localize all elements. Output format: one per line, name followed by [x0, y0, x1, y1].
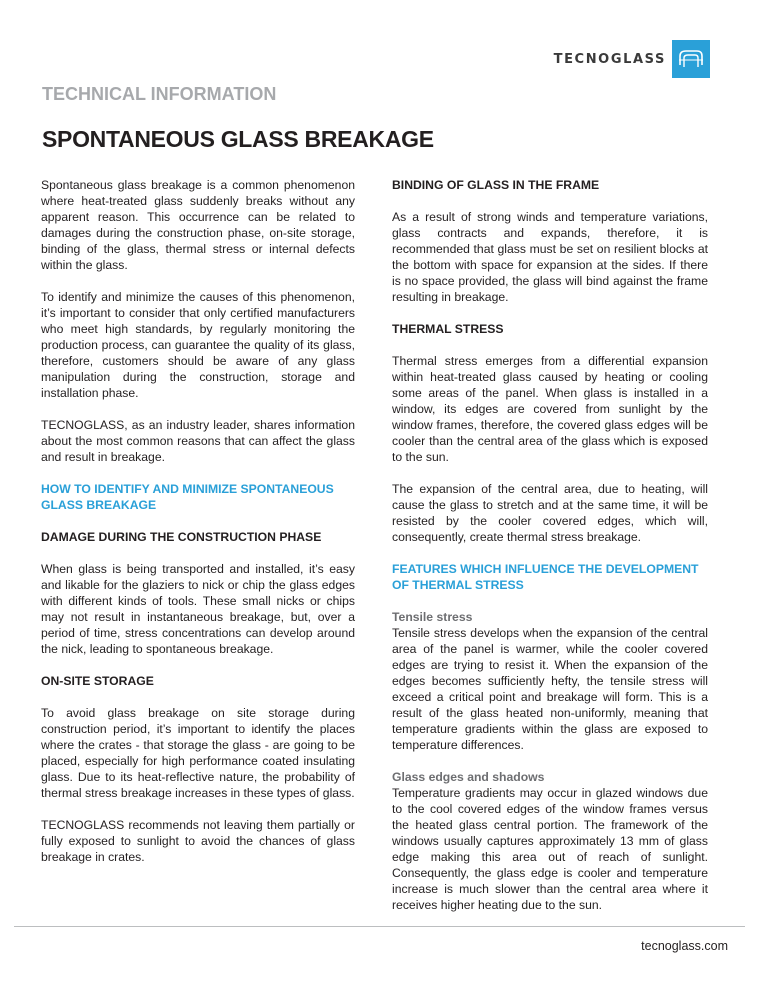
edges-paragraph: Temperature gradients may occur in glazed windows due to the cool covered edges of the window frames versus the heated glass central portion. The framework of the windows usually captures approximately 13 mm of glass edge making this area out of reach of sunlight. Consequently, the glass edge is cooler and temperature increase is much slower than the central area where it receives higher heating due to the sun. [392, 786, 708, 912]
edges-heading: Glass edges and shadows [392, 770, 545, 784]
intro-paragraph-2: To identify and minimize the causes of this phenomenon, it’s important to consider that only certified manufacturers who meet high standards, by regularly monitoring the production process, can guarantee the quality of its glass, therefore, customers should be aware of any glass manipulation during the construction, storage and installation phase. [41, 290, 355, 400]
section-label: TECHNICAL INFORMATION [42, 84, 277, 104]
binding-paragraph: As a result of strong winds and temperature variations, glass contracts and expands, therefore, it is recommended that glass must be set on resilient blocks at the bottom with space for expansion at the sides. If there is no space provided, the glass will bind against the frame resulting in breakage. [392, 210, 708, 304]
features-heading: FEATURES WHICH INFLUENCE THE DEVELOPMENT OF THERMAL STRESS [392, 562, 699, 592]
damage-heading: DAMAGE DURING THE CONSTRUCTION PHASE [41, 530, 322, 544]
thermal-paragraph-2: The expansion of the central area, due to heating, will cause the glass to stretch and at the same time, it will be resisted by the cooler covered edges, which will, consequently, create thermal stress breakage. [392, 482, 708, 544]
binding-heading: BINDING OF GLASS IN THE FRAME [392, 178, 600, 192]
storage-paragraph-2: TECNOGLASS recommends not leaving them partially or fully exposed to sunlight to avoid the chances of glass breakage in crates. [41, 818, 355, 864]
footer-divider [14, 926, 745, 927]
tensile-paragraph: Tensile stress develops when the expansion of the central area of the panel is warmer, while the cooler covered edges are trying to resist it. When the expansion of the edges becomes sufficiently hefty, the tensile stress will exceed a critical point and breakage will form. This is a result of the glass heated non-uniformly, meaning that temperature gradients within the glass are exposed to temperature differences. [392, 626, 708, 752]
damage-paragraph: When glass is being transported and installed, it’s easy and likable for the glaziers to nick or chip the glass edges with different kinds of tools. These small nicks or chips may not result in instantaneous breakage, but, over a period of time, stress concentrations can develop around the nick, leading to spontaneous breakage. [41, 562, 355, 656]
intro-paragraph-1: Spontaneous glass breakage is a common phenomenon where heat-treated glass suddenly breaks without any apparent reason. This occurrence can be related to damages during the construction phase, on-site storage, binding of the glass, thermal stress or internal defects within the glass. [41, 178, 355, 272]
brand-name: TECNOGLASS [553, 51, 666, 67]
footer-url: tecnoglass.com [641, 939, 728, 953]
page-title: SPONTANEOUS GLASS BREAKAGE [42, 126, 434, 152]
tensile-heading: Tensile stress [392, 610, 473, 624]
storage-paragraph-1: To avoid glass breakage on site storage during construction period, it’s important to identify the places where the crates - that storage the glass - are going to be placed, especially for high performance coated insulating glass. Due to its heat-reflective nature, the probability of thermal stress breakage increases in these types of glass. [41, 706, 355, 800]
storage-heading: ON-SITE STORAGE [41, 674, 154, 688]
howto-heading: HOW TO IDENTIFY AND MINIMIZE SPONTANEOUS GLASS BREAKAGE [41, 482, 334, 512]
thermal-paragraph-1: Thermal stress emerges from a differential expansion within heat-treated glass caused by heating or cooling some areas of the panel. When glass is installed in a window, its edges are covered from sunlight by the window frames, therefore, the covered glass edges will be cooler than the central area of the glass which is exposed to the sun. [392, 354, 708, 464]
left-column [41, 177, 355, 881]
brand-logo [554, 40, 710, 78]
thermal-heading: THERMAL STRESS [392, 322, 504, 336]
intro-paragraph-3: TECNOGLASS, as an industry leader, shares information about the most common reasons that can affect the glass and result in breakage. [41, 418, 355, 464]
right-column [392, 177, 708, 929]
tecnoglass-logo-icon [672, 40, 710, 78]
